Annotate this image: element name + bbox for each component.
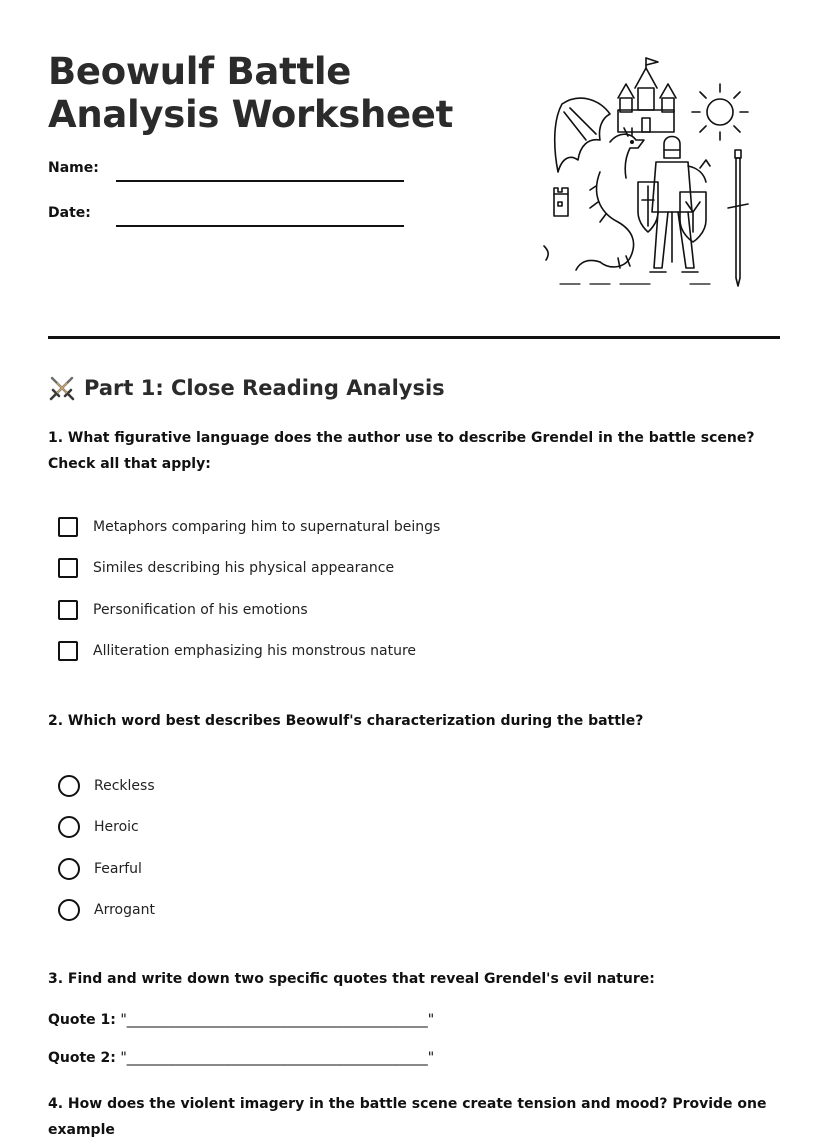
sword-icon	[728, 150, 748, 286]
name-label: Name:	[48, 160, 99, 176]
q1-option-1[interactable]	[58, 517, 440, 537]
part1-title-text: Part 1: Close Reading Analysis	[84, 376, 445, 400]
name-field[interactable]	[116, 180, 404, 182]
q2-option-1[interactable]	[58, 775, 155, 797]
ruins-icon	[554, 188, 568, 216]
q2-option-2[interactable]	[58, 816, 139, 838]
checkbox[interactable]	[58, 600, 78, 620]
quote-1-line[interactable]	[48, 1012, 434, 1028]
quote-1-label: Quote 1:	[48, 1012, 116, 1028]
checkbox[interactable]	[58, 558, 78, 578]
question-1: 1. What figurative language does the author use to describe Grendel in the battle scene? Check all that apply:	[48, 430, 755, 472]
header-divider	[48, 336, 780, 339]
checkbox[interactable]	[58, 641, 78, 661]
radio-button[interactable]	[58, 816, 80, 838]
quote-2-line[interactable]	[48, 1050, 434, 1066]
quote-2-blank[interactable]: "___________________________________________"	[120, 1050, 435, 1066]
option-label: Alliteration emphasizing his monstrous nature	[93, 643, 417, 659]
q1-option-4[interactable]	[58, 641, 416, 661]
q1-option-3[interactable]	[58, 600, 308, 620]
option-label: Similes describing his physical appearance	[93, 560, 395, 576]
option-label: Personification of his emotions	[93, 602, 308, 618]
knight-icon	[638, 137, 710, 273]
question-3: 3. Find and write down two specific quotes that reveal Grendel's evil nature:	[48, 971, 655, 987]
worksheet-title: Beowulf Battle Analysis Worksheet	[48, 50, 453, 136]
knight-dragon-illustration	[540, 62, 780, 292]
date-field[interactable]	[116, 225, 404, 227]
q2-option-3[interactable]	[58, 858, 142, 880]
dragon-icon	[544, 98, 644, 270]
q2-option-4[interactable]	[58, 899, 155, 921]
option-label: Fearful	[94, 861, 142, 877]
option-label: Reckless	[94, 778, 155, 794]
part1-title	[48, 374, 445, 402]
radio-button[interactable]	[58, 775, 80, 797]
quote-2-label: Quote 2:	[48, 1050, 116, 1066]
question-4: 4. How does the violent imagery in the battle scene create tension and mood? Provide one example	[48, 1096, 767, 1138]
question-2: 2. Which word best describes Beowulf's characterization during the battle?	[48, 713, 644, 729]
date-label: Date:	[48, 205, 91, 221]
option-label: Arrogant	[94, 902, 155, 918]
checkbox[interactable]	[58, 517, 78, 537]
radio-button[interactable]	[58, 858, 80, 880]
quote-1-blank[interactable]: "___________________________________________"	[120, 1012, 435, 1028]
sun-icon	[692, 84, 748, 140]
option-label: Heroic	[94, 819, 139, 835]
radio-button[interactable]	[58, 899, 80, 921]
castle-icon	[618, 58, 676, 132]
crossed-swords-icon	[48, 374, 76, 402]
option-label: Metaphors comparing him to supernatural beings	[93, 519, 441, 535]
q1-option-2[interactable]	[58, 558, 394, 578]
